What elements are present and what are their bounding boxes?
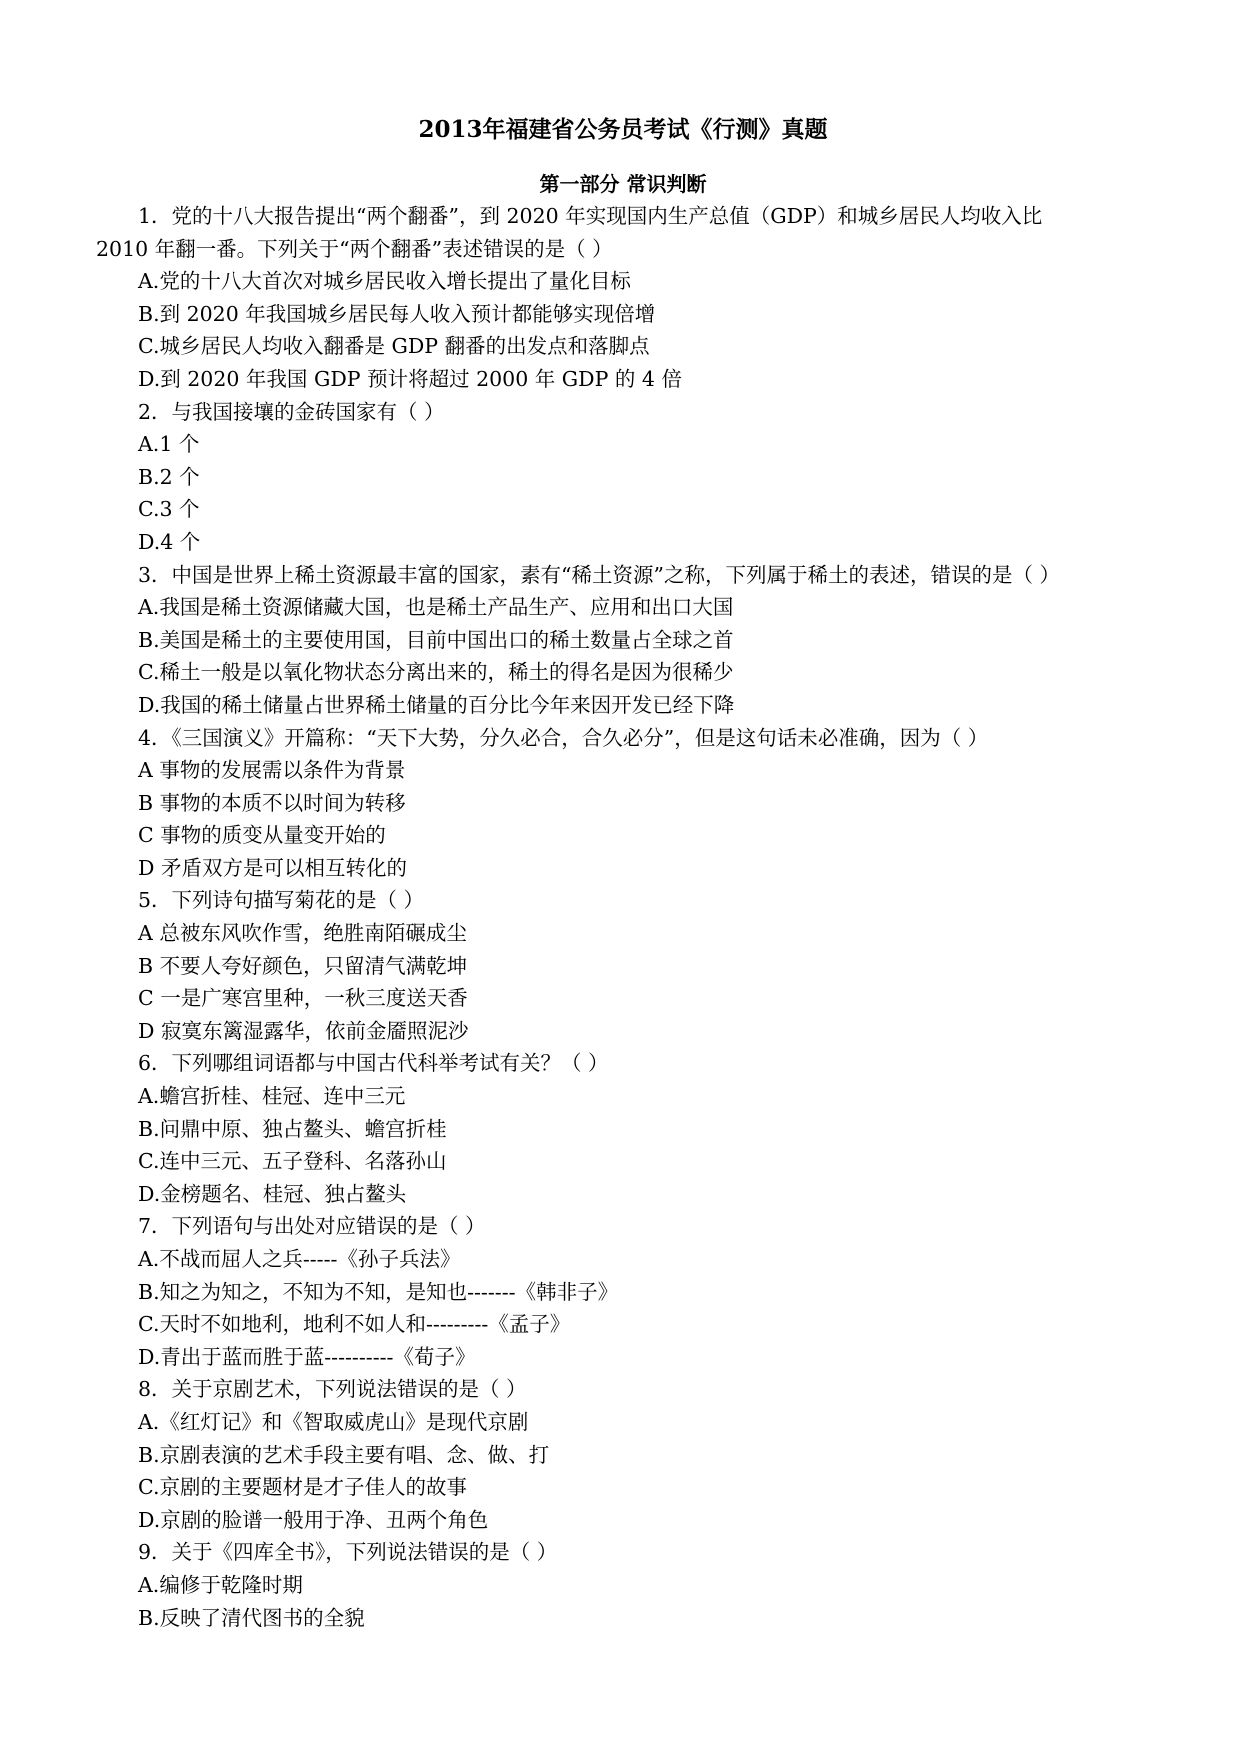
answer-option: B 不要人夸好颜色，只留清气满乾坤 — [138, 953, 468, 978]
answer-option: A.我国是稀土资源储藏大国，也是稀土产品生产、应用和出口大国 — [138, 595, 734, 620]
answer-option: D.青出于蓝而胜于蓝----------《荀子》 — [138, 1344, 476, 1369]
question-9 — [96, 1536, 1120, 1634]
question-4 — [96, 722, 1120, 885]
question-7 — [96, 1210, 1120, 1373]
question-stem-continued: 2010 年翻一番。下列关于“两个翻番”表述错误的是（ ） — [96, 236, 613, 261]
question-8 — [96, 1373, 1120, 1536]
answer-option: B.到 2020 年我国城乡居民每人收入预计都能够实现倍增 — [138, 301, 656, 326]
answer-option: C 一是广寒宫里种，一秋三度送天香 — [138, 986, 468, 1011]
answer-option: A.蟾宫折桂、桂冠、连中三元 — [138, 1084, 406, 1109]
question-5 — [96, 884, 1120, 1047]
answer-option: D 寂寞东篱湿露华，依前金靥照泥沙 — [138, 1018, 469, 1043]
question-6 — [96, 1047, 1120, 1210]
answer-option: A.《红灯记》和《智取威虎山》是现代京剧 — [138, 1409, 529, 1434]
answer-option: A.1 个 — [138, 432, 200, 457]
answer-option: C.连中三元、五子登科、名落孙山 — [138, 1149, 447, 1174]
answer-option: C 事物的质变从量变开始的 — [138, 823, 386, 848]
question-stem: 3．中国是世界上稀土资源最丰富的国家，素有“稀土资源”之称，下列属于稀土的表述，错误的是（ ） — [138, 562, 1061, 587]
question-3 — [96, 559, 1120, 722]
document-title: 2013年福建省公务员考试《行测》真题 — [418, 116, 828, 143]
question-list — [96, 200, 1120, 1634]
answer-option: A.编修于乾隆时期 — [138, 1572, 303, 1597]
answer-option: D.我国的稀土储量占世界稀土储量的百分比今年来因开发已经下降 — [138, 692, 735, 717]
answer-option: D.京剧的脸谱一般用于净、丑两个角色 — [138, 1507, 489, 1532]
answer-option: B.知之为知之，不知为不知，是知也-------《韩非子》 — [138, 1279, 619, 1304]
answer-option: D.金榜题名、桂冠、独占鳌头 — [138, 1181, 407, 1206]
answer-option: A.不战而屈人之兵-----《孙子兵法》 — [138, 1247, 461, 1271]
question-stem: 6．下列哪组词语都与中国古代科举考试有关？（ ） — [138, 1051, 609, 1076]
question-stem: 1．党的十八大报告提出“两个翻番”，到 2020 年实现国内生产总值（GDP）和城乡居民人均收入比 — [138, 204, 1043, 228]
answer-option: B.2 个 — [138, 464, 200, 489]
answer-option: C.稀土一般是以氧化物状态分离出来的，稀土的得名是因为很稀少 — [138, 660, 734, 685]
answer-option: C.京剧的主要题材是才子佳人的故事 — [138, 1475, 467, 1500]
question-1 — [96, 200, 1120, 396]
answer-option: B.京剧表演的艺术手段主要有唱、念、做、打 — [138, 1442, 550, 1467]
answer-option: A 总被东风吹作雪，绝胜南陌碾成尘 — [138, 921, 467, 946]
answer-option: C.城乡居民人均收入翻番是 GDP 翻番的出发点和落脚点 — [138, 334, 650, 359]
answer-option: B 事物的本质不以时间为转移 — [138, 790, 406, 815]
question-stem: 7．下列语句与出处对应错误的是（ ） — [138, 1214, 486, 1239]
question-stem: 4．《三国演义》开篇称：“天下大势，分久必合，合久必分”，但是这句话未必准确，因为（ ） — [138, 725, 989, 750]
answer-option: B.美国是稀土的主要使用国，目前中国出口的稀土数量占全球之首 — [138, 627, 734, 652]
answer-option: D.到 2020 年我国 GDP 预计将超过 2000 年 GDP 的 4 倍 — [138, 366, 682, 391]
question-2 — [96, 396, 1120, 559]
question-stem: 5．下列诗句描写菊花的是（ ） — [138, 888, 425, 913]
question-stem: 9．关于《四库全书》，下列说法错误的是（ ） — [138, 1540, 558, 1565]
answer-option: C.3 个 — [138, 497, 200, 522]
answer-option: D.4 个 — [138, 529, 201, 554]
answer-option: A.党的十八大首次对城乡居民收入增长提出了量化目标 — [138, 269, 631, 294]
answer-option: B.反映了清代图书的全貌 — [138, 1605, 365, 1630]
question-stem: 8．关于京剧艺术，下列说法错误的是（ ） — [138, 1377, 527, 1402]
section-title: 第一部分 常识判断 — [539, 172, 707, 196]
answer-option: D 矛盾双方是可以相互转化的 — [138, 855, 407, 880]
answer-option: B.问鼎中原、独占鳌头、蟾宫折桂 — [138, 1116, 447, 1141]
answer-option: A 事物的发展需以条件为背景 — [138, 758, 406, 783]
question-stem: 2．与我国接壤的金砖国家有（ ） — [138, 399, 445, 424]
answer-option: C.天时不如地利，地利不如人和---------《孟子》 — [138, 1312, 571, 1337]
